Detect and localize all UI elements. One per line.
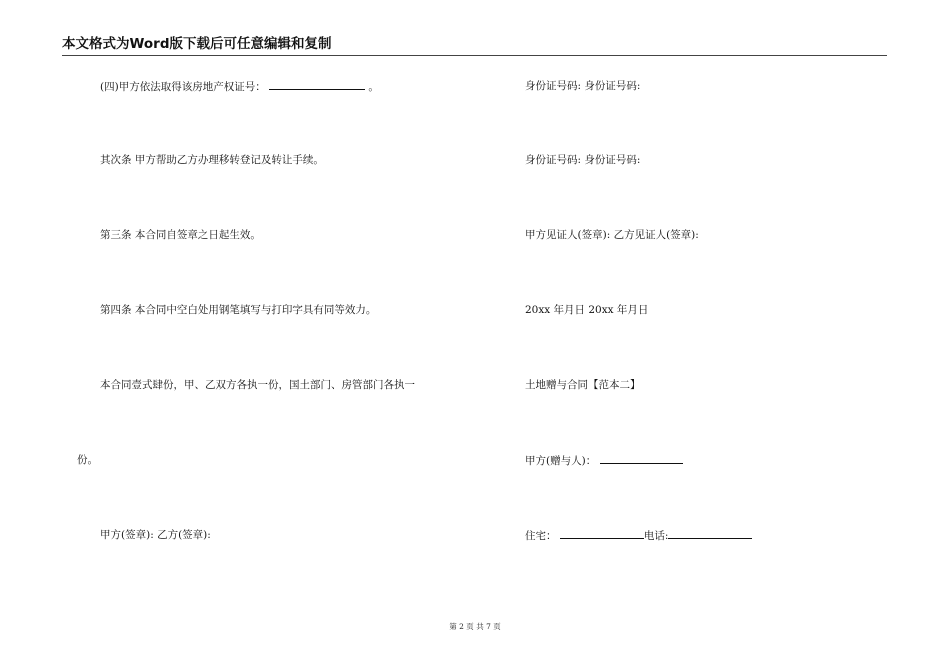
page-header	[62, 35, 887, 56]
address-blank	[560, 528, 644, 539]
left-line-article-4: 第四条 本合同中空白处用钢笔填写与打印字具有同等效力。	[100, 304, 377, 316]
right-line-address-phone	[525, 528, 752, 543]
right-line-id-1: 身份证号码: 身份证号码:	[525, 80, 641, 92]
right-line-donor	[525, 453, 683, 468]
phone-blank	[668, 528, 752, 539]
phone-label: 电话:	[643, 530, 669, 542]
left-line-article-3: 第三条 本合同自签章之日起生效。	[100, 229, 261, 241]
right-line-witness: 甲方见证人(签章): 乙方见证人(签章):	[525, 229, 699, 241]
left-line-property-cert	[100, 79, 379, 94]
left-line-copies-cont: 份。	[77, 454, 98, 466]
header-title: 本文格式为Word版下载后可任意编辑和复制	[62, 36, 332, 52]
left-line-copies: 本合同壹式肆份，甲、乙双方各执一份，国土部门、房管部门各执一	[100, 379, 415, 391]
property-cert-suffix: 。	[368, 81, 379, 93]
donor-label: 甲方(赠与人)：	[525, 455, 597, 467]
right-line-contract-title: 土地赠与合同【范本二】	[525, 379, 641, 391]
right-line-dates: 20xx 年月日 20xx 年月日	[525, 304, 649, 316]
property-cert-blank	[269, 79, 365, 90]
right-line-id-2: 身份证号码: 身份证号码:	[525, 154, 641, 166]
property-cert-label: (四)甲方依法取得该房地产权证号：	[100, 81, 266, 93]
page-footer: 第 2 页 共 7 页	[449, 622, 501, 631]
left-line-signatures: 甲方(签章): 乙方(签章):	[100, 529, 211, 541]
donor-blank	[600, 453, 683, 464]
left-line-article-2: 其次条 甲方帮助乙方办理移转登记及转让手续。	[100, 154, 324, 166]
address-label: 住宅：	[525, 530, 557, 542]
